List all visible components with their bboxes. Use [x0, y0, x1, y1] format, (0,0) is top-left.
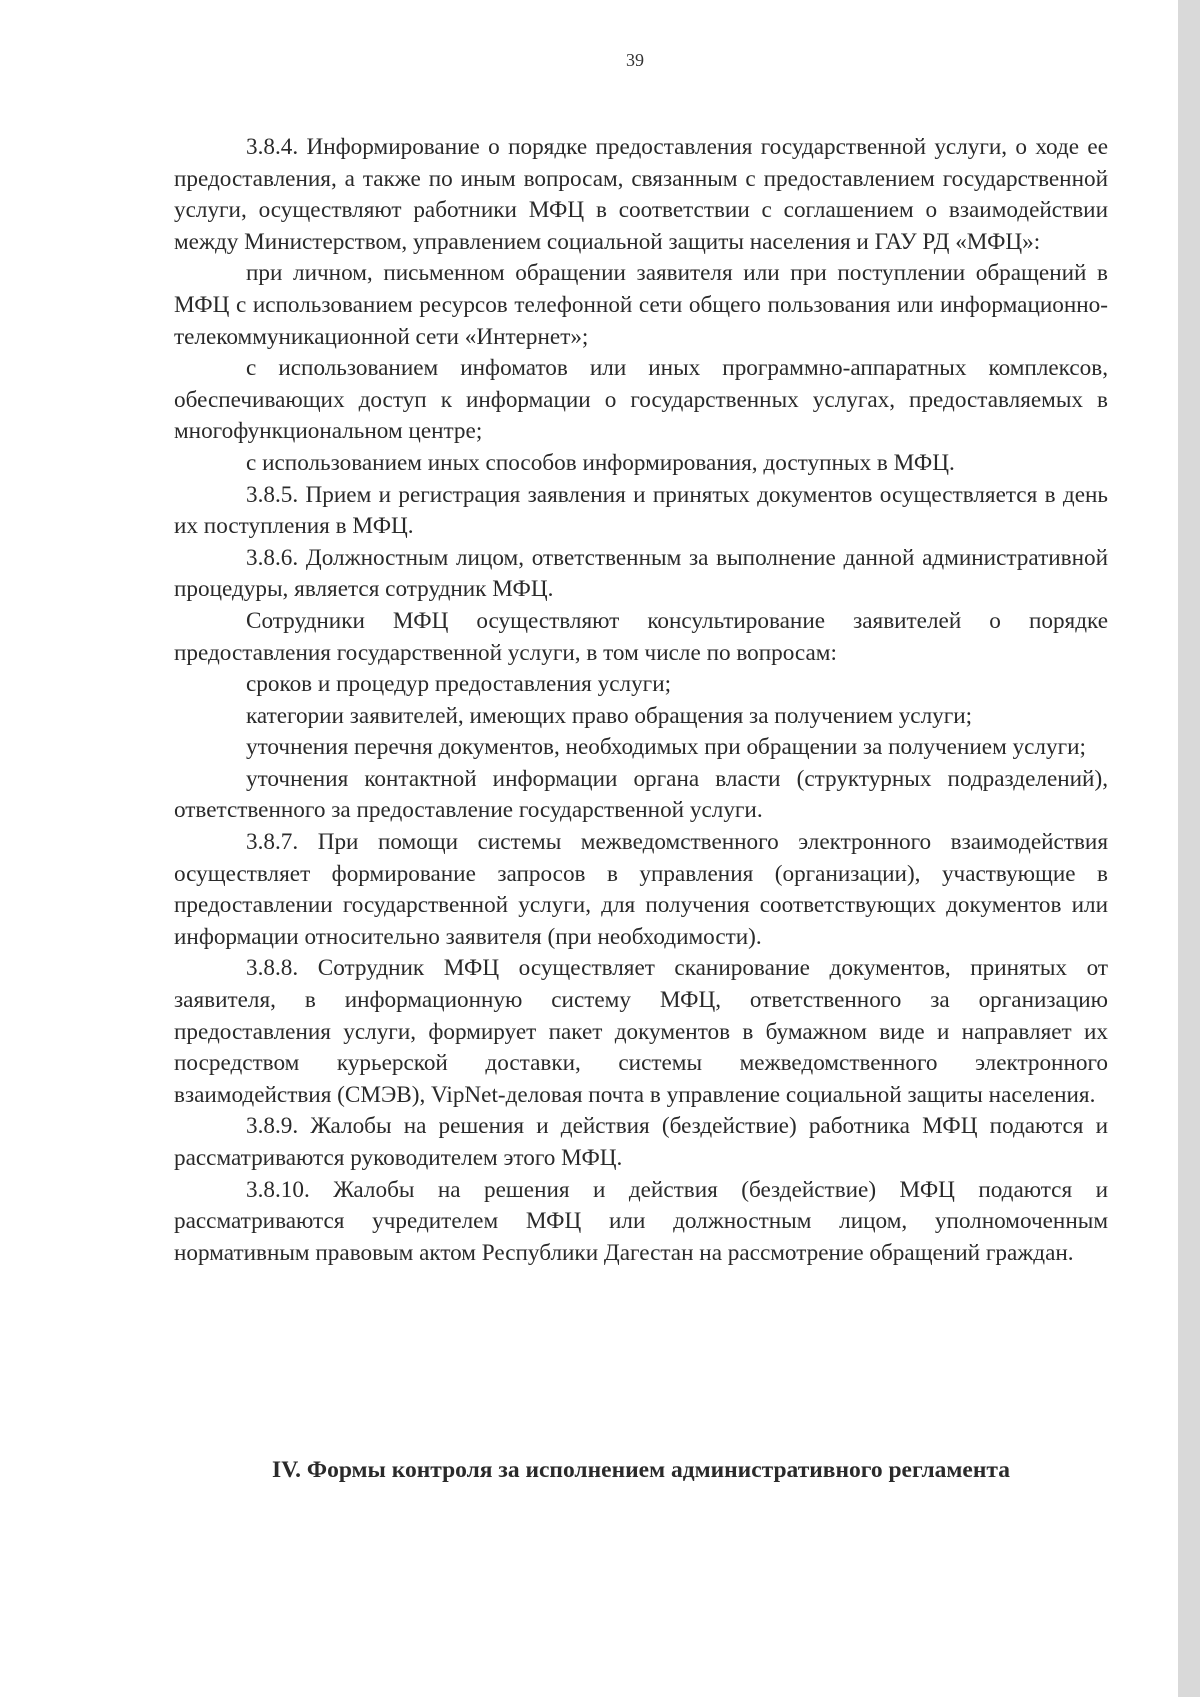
paragraph-3-8-5: 3.8.5. Прием и регистрация заявления и принятых документов осуществляется в день их поступления в МФЦ.: [174, 481, 1108, 540]
paragraph-3-8-6: 3.8.6. Должностным лицом, ответственным за выполнение данной административной процедуры, является сотрудник МФЦ.: [174, 544, 1108, 603]
document-body: [174, 132, 1108, 1269]
paragraph-3-8-9: 3.8.9. Жалобы на решения и действия (бездействие) работника МФЦ подаются и рассматриваются руководителем этого МФЦ.: [174, 1113, 1108, 1171]
paragraph-3-8-8: 3.8.8. Сотрудник МФЦ осуществляет сканирование документов, принятых от заявителя, в информационную систему МФЦ, ответственного за организацию предоставления услуги, формирует пакет документов в бумажном виде и направляет их посредством курьерской доставки, системы межведомственного электронного взаимодействия (СМЭВ), VipNet-деловая почта в управление социальной защиты населения.: [174, 955, 1108, 1108]
paragraph-infomats: с использованием инфоматов или иных программно-аппаратных комплексов, обеспечивающих доступ к информации о государственных услугах, предоставляемых в многофункциональном центре;: [174, 355, 1108, 445]
paragraph-contacts: уточнения контактной информации органа власти (структурных подразделений), ответственного за предоставление государственной услуги.: [174, 765, 1108, 824]
paragraph-3-8-7: 3.8.7. При помощи системы межведомственного электронного взаимодействия осуществляет формирование запросов в управления (организации), участвующие в предоставлении государственной услуги, для получения соответствующих документов или информации относительно заявителя (при необходимости).: [174, 829, 1108, 950]
page-number: 39: [626, 50, 644, 70]
paragraph-terms: сроков и процедур предоставления услуги;: [246, 671, 672, 698]
paragraph-3-8-10: 3.8.10. Жалобы на решения и действия (бездействие) МФЦ подаются и рассматриваются учредителем МФЦ или должностным лицом, уполномоченным нормативным правовым актом Республики Дагестан на рассмотрение обращений граждан.: [174, 1176, 1108, 1266]
scan-edge-shadow: [1178, 0, 1200, 1697]
paragraph-documents: уточнения перечня документов, необходимых при обращении за получением услуги;: [246, 734, 1086, 761]
section-heading: IV. Формы контроля за исполнением административного регламента: [272, 1457, 1010, 1483]
paragraph-categories: категории заявителей, имеющих право обращения за получением услуги;: [246, 702, 973, 729]
paragraph-other-methods: с использованием иных способов информирования, доступных в МФЦ.: [246, 449, 955, 476]
paragraph-consulting: Сотрудники МФЦ осуществляют консультирование заявителей о порядке предоставления государственной услуги, в том числе по вопросам:: [174, 607, 1108, 666]
paragraph-in-person: при личном, письменном обращении заявителя или при поступлении обращений в МФЦ с использованием ресурсов телефонной сети общего пользования или информационно-телекоммуникационной сети «Интернет»;: [174, 260, 1108, 350]
paragraph-3-8-4: 3.8.4. Информирование о порядке предоставления государственной услуги, о ходе ее предоставления, а также по иным вопросам, связанным с предоставлением государственной услуги, осуществляют работники МФЦ в соответствии с соглашением о взаимодействии между Министерством, управлением социальной защиты населения и ГАУ РД «МФЦ»:: [174, 134, 1108, 255]
